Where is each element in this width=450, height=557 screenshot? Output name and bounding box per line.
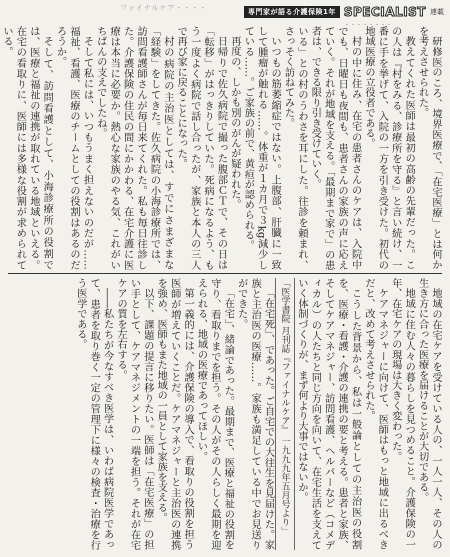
paragraph: そして私には、いつもうまく担えないのだが……福祉、看護、医療のチームとしての役割はあるのだろうか。 [54,26,93,270]
series-band: 専門家が語る介護保険1年 [244,6,340,18]
paragraph: 村の中に住み、在宅の患者さんのケアは、入院中でも、日曜日も夜間も、患者さんの家族の声に応えていく。それが地域を支える。「最期まで家で」の患者は、できる限り引き受けていく。 [309,26,361,270]
paragraph: 以下、課題の提言に移りたい。医師は「在宅医療」の担い手として、ケアマネジメントの一端を担う。それが在宅ケアの質を左右する。 [115,278,153,550]
header-decoration: ファイナルケア・・・・ [120,4,208,12]
paragraph: いつもの筋萎縮症ではない。上腹部、肝臓に一致して腫瘤が触れる……。体重が１カ月で３kg減少している……。ご家族の前で、黄疸が認められる。 [242,26,281,270]
paragraph: いる」との村のうわさを耳にした。往診を頼まれ、さっそく訪ねてみた。 [282,26,307,270]
paragraph: 村の病院の主治医としては、すでにさまざまな「経験」をしてきた。佐久病院の小海診療所では、訪問看護師さんが毎日来てくれた。私も毎日往診した。介護保険の住民の間にかかわる、在宅介護に医療は本当に必要か。熱心な家族のやる気、これがいちばんの支えでしたね。 [94,26,173,270]
paragraph: 地域に住む人々の暮らしを見つめること。介護保険の一年、在宅ケアの現場は大きく変わった。 [389,278,415,550]
page-header [244,4,444,20]
tier-divider [8,273,442,274]
bottom-text-tier [8,278,442,550]
paragraph: 日帰りで佐久病院で撮った腹部ＣＴで、その日は「転移」がはっきりしていた。死病になるよう、もう一度よく病院で話し合ったが、家族と本人の三人で再び家に戻ることになった。 [175,26,227,270]
paragraph: 教えてくれた医師は最初の高齢の先輩だった。この人は『村をみる、診療所を守る』と言い続け、一番に手を挙げて、入院の一方を引き受けた。初代の地域医療の立役者である。 [362,26,415,270]
paragraph: 再度の、しかも別のがんが疑われた。 [228,36,240,210]
paragraph: こうした背景から、私は一般論としての主治医の役割を、医療・看護・介護の連携の要と考える。患者と家族、そしてケアマネジャー、訪問看護、ヘルパーなど（コメディカル）の人たちと同じ方向を向いて、在宅生活を支えていく体制づくりが、まず何より大事ではないか。 [295,278,361,550]
paragraph: 研修医のころ、境界医療で、「在宅医療」とは何かを考えさせられた。 [416,26,441,270]
top-vertical-text [1,26,442,270]
source-caption: 「医学書院 月刊誌『ファイナルケア』 一九九九年五月号より」 [275,278,295,550]
top-text-tier [1,26,442,270]
paragraph: 「在宅死」、であった。ご自宅での大往生を見届けた。家族と主治医の医療……。家族も満足している中でお見送りができた。 [235,278,274,550]
header-sub-decoration: ・・・・・・・・ [343,22,392,29]
bottom-vertical-text [8,278,442,550]
specialist-logo: SPECIALIST [343,5,426,19]
paragraph: 第一義的には、介護保険の導入で、看取りの役割を担う医師が増えていくことだ。ケアマネジャーと主治医の連携を強め、医師もまた地域の一員として家族を支える。 [155,278,194,550]
series-tag: 連載 [430,8,444,16]
paragraph: そして、訪問看護として、小海診療所の役割では、医療と福祉の連携が取れている地域といえる。在宅の看取りに、医師には多様な役割が求められている。 [1,26,53,270]
paragraph: ケアマネジャーに向けて、医師はもっと地域に出るべきだと、改めて考えさせられた。 [362,278,388,550]
paragraph: 地域の在宅ケアを受けている人の、一人一人、その人の生き方に合った医療を届けることが大切である。 [416,278,441,550]
paragraph: ――私たちが今なすべき医学は、いわば病院医学であって、患者を取り巻く一定の管理下に様々の検査・治療を行う医学である。 [74,278,113,550]
paragraph: 「在宅」、緒論であった。最期まで、医療と福祉の役割を守り、看取りまでを担う。その人がその人らしく最期を迎えられる、地域の医療であってほしい。 [195,278,234,550]
